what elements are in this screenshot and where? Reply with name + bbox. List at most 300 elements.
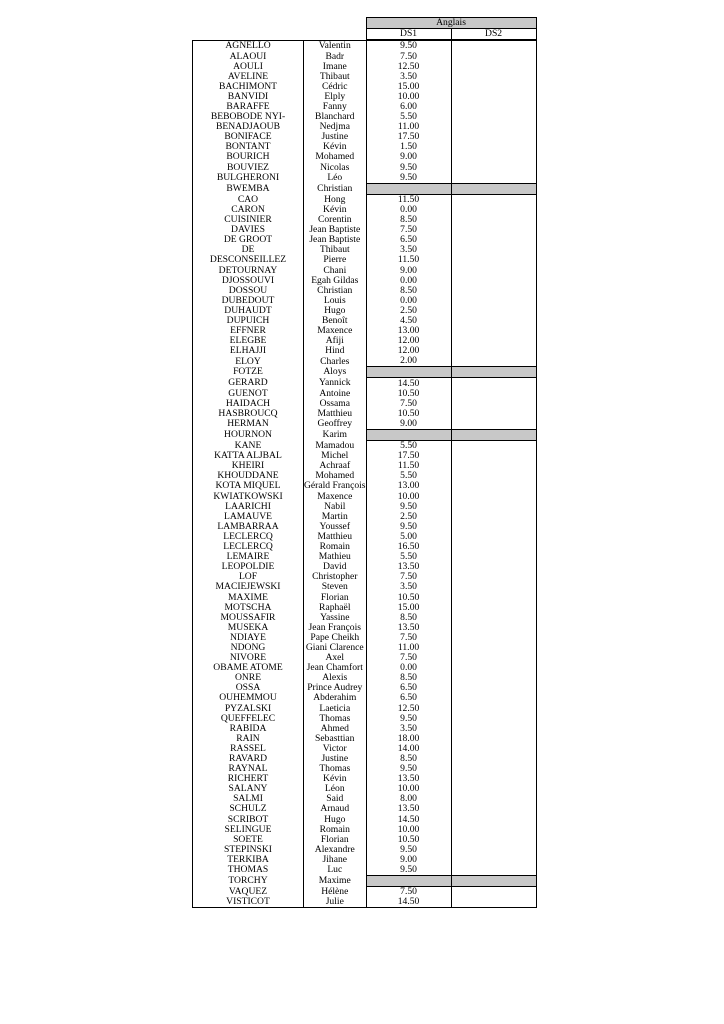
ds1-grade: 2.00 xyxy=(366,356,451,367)
table-row xyxy=(193,673,537,683)
student-last-name: OSSA xyxy=(193,683,304,693)
student-last-name: SOETE xyxy=(193,835,304,845)
table-row xyxy=(193,398,537,408)
ds2-grade xyxy=(451,814,536,824)
ds1-grade: 10.50 xyxy=(366,409,451,419)
ds1-grade: 7.50 xyxy=(366,886,451,897)
student-first-name: Léon xyxy=(304,784,367,794)
table-row xyxy=(193,612,537,622)
ds1-grade: 5.00 xyxy=(366,532,451,542)
student-last-name: FOTZE xyxy=(193,367,304,378)
student-first-name: Maxence xyxy=(304,491,367,501)
student-last-name: DETOURNAY xyxy=(193,265,304,275)
table-row xyxy=(193,522,537,532)
ds1-grade: 12.00 xyxy=(366,336,451,346)
ds2-grade xyxy=(451,398,536,408)
table-row xyxy=(193,824,537,834)
ds2-grade xyxy=(451,51,536,61)
table-row xyxy=(193,245,537,255)
student-last-name: LAMAUVE xyxy=(193,512,304,522)
table-row xyxy=(193,491,537,501)
table-row xyxy=(193,225,537,235)
student-last-name: MOUSSAFIR xyxy=(193,612,304,622)
student-first-name: Thomas xyxy=(304,713,367,723)
ds1-grade xyxy=(366,429,451,440)
table-row xyxy=(193,451,537,461)
table-row xyxy=(193,429,537,440)
student-last-name: BACHIMONT xyxy=(193,82,304,92)
student-last-name: VAQUEZ xyxy=(193,886,304,897)
ds2-grade xyxy=(451,194,536,205)
student-last-name: BARAFFE xyxy=(193,102,304,112)
student-last-name: DESCONSEILLEZ xyxy=(193,255,304,265)
ds1-grade: 13.50 xyxy=(366,623,451,633)
student-first-name: Jihane xyxy=(304,855,367,865)
ds1-grade: 10.00 xyxy=(366,92,451,102)
student-last-name: MUSEKA xyxy=(193,623,304,633)
student-last-name: STEPINSKI xyxy=(193,845,304,855)
table-row xyxy=(193,875,537,886)
student-last-name: SALANY xyxy=(193,784,304,794)
ds2-grade xyxy=(451,562,536,572)
ds2-grade xyxy=(451,356,536,367)
ds1-grade: 5.50 xyxy=(366,440,451,451)
ds2-grade xyxy=(451,183,536,194)
student-last-name: SCHULZ xyxy=(193,804,304,814)
table-row xyxy=(193,471,537,481)
ds2-grade xyxy=(451,623,536,633)
table-row xyxy=(193,265,537,275)
table-row xyxy=(193,255,537,265)
ds2-grade xyxy=(451,522,536,532)
student-first-name: Christian xyxy=(304,183,367,194)
student-last-name: LOF xyxy=(193,572,304,582)
student-last-name: KATTA ALJBAL xyxy=(193,451,304,461)
student-first-name: Laeticia xyxy=(304,703,367,713)
table-row xyxy=(193,512,537,522)
student-last-name: DUPUICH xyxy=(193,316,304,326)
table-row xyxy=(193,419,537,430)
table-row xyxy=(193,152,537,162)
ds1-grade: 2.50 xyxy=(366,306,451,316)
student-first-name: Hind xyxy=(304,346,367,356)
ds2-grade xyxy=(451,734,536,744)
ds2-grade xyxy=(451,316,536,326)
table-row xyxy=(193,623,537,633)
student-last-name: GERARD xyxy=(193,378,304,389)
ds1-grade: 9.00 xyxy=(366,265,451,275)
table-row xyxy=(193,409,537,419)
table-row xyxy=(193,643,537,653)
student-first-name: Matthieu xyxy=(304,409,367,419)
ds1-grade: 8.50 xyxy=(366,673,451,683)
ds1-grade: 10.50 xyxy=(366,592,451,602)
student-last-name: KANE xyxy=(193,440,304,451)
student-first-name: Sebasttian xyxy=(304,734,367,744)
ds1-grade: 0.00 xyxy=(366,296,451,306)
ds2-grade xyxy=(451,491,536,501)
student-first-name: Blanchard xyxy=(304,112,367,122)
student-first-name: Louis xyxy=(304,296,367,306)
student-last-name: KHOUDDANE xyxy=(193,471,304,481)
table-row xyxy=(193,132,537,142)
ds2-grade xyxy=(451,419,536,430)
ds1-grade: 10.00 xyxy=(366,784,451,794)
table-row xyxy=(193,142,537,152)
table-row xyxy=(193,336,537,346)
ds1-grade: 5.50 xyxy=(366,471,451,481)
table-row xyxy=(193,82,537,92)
ds2-grade xyxy=(451,285,536,295)
student-last-name: DJOSSOUVI xyxy=(193,275,304,285)
ds1-grade: 7.50 xyxy=(366,633,451,643)
ds1-grade: 0.00 xyxy=(366,205,451,215)
student-first-name: Matthieu xyxy=(304,532,367,542)
ds1-column-header: DS1 xyxy=(366,29,451,41)
student-first-name: Alexandre xyxy=(304,845,367,855)
student-first-name: Nicolas xyxy=(304,162,367,172)
student-last-name: ALAOUI xyxy=(193,51,304,61)
student-last-name: ELOY xyxy=(193,356,304,367)
student-first-name: Thibaut xyxy=(304,245,367,255)
ds1-grade: 12.00 xyxy=(366,346,451,356)
student-first-name: Maxence xyxy=(304,326,367,336)
table-row xyxy=(193,814,537,824)
ds2-grade xyxy=(451,713,536,723)
student-first-name: Geoffrey xyxy=(304,419,367,430)
student-first-name: Karim xyxy=(304,429,367,440)
ds2-grade xyxy=(451,723,536,733)
student-last-name: THOMAS xyxy=(193,865,304,876)
ds1-grade: 15.00 xyxy=(366,602,451,612)
ds2-grade xyxy=(451,326,536,336)
student-first-name: Charles xyxy=(304,356,367,367)
student-first-name: Justine xyxy=(304,132,367,142)
student-last-name: MACIEJEWSKI xyxy=(193,582,304,592)
blank-cell xyxy=(304,29,367,41)
ds2-grade xyxy=(451,602,536,612)
table-row xyxy=(193,346,537,356)
ds2-grade xyxy=(451,612,536,622)
ds2-grade xyxy=(451,122,536,132)
student-last-name: BENADJAOUB xyxy=(193,122,304,132)
student-last-name: HOURNON xyxy=(193,429,304,440)
table-row xyxy=(193,378,537,389)
student-last-name: BANVIDI xyxy=(193,92,304,102)
student-first-name: Aloys xyxy=(304,367,367,378)
table-row xyxy=(193,663,537,673)
student-last-name: AOULI xyxy=(193,61,304,71)
student-first-name: Nedjma xyxy=(304,122,367,132)
student-last-name: CUISINIER xyxy=(193,215,304,225)
column-header-row xyxy=(193,29,537,41)
ds1-grade: 9.50 xyxy=(366,713,451,723)
ds2-grade xyxy=(451,61,536,71)
student-last-name: NIVORE xyxy=(193,653,304,663)
student-last-name: BEBOBODE NYI- xyxy=(193,112,304,122)
student-last-name: CARON xyxy=(193,205,304,215)
ds2-grade xyxy=(451,582,536,592)
table-row xyxy=(193,194,537,205)
table-row xyxy=(193,744,537,754)
student-last-name: RASSEL xyxy=(193,744,304,754)
ds2-grade xyxy=(451,471,536,481)
student-first-name: Jean François xyxy=(304,623,367,633)
student-first-name: Justine xyxy=(304,754,367,764)
student-last-name: KOTA MIQUEL xyxy=(193,481,304,491)
student-last-name: TORCHY xyxy=(193,875,304,886)
student-first-name: Florian xyxy=(304,835,367,845)
ds1-grade: 7.50 xyxy=(366,398,451,408)
ds2-grade xyxy=(451,784,536,794)
student-first-name: David xyxy=(304,562,367,572)
blank-cell xyxy=(304,18,367,29)
ds2-grade xyxy=(451,245,536,255)
subject-header: Anglais xyxy=(366,18,536,29)
table-row xyxy=(193,461,537,471)
student-first-name: Raphaël xyxy=(304,602,367,612)
ds1-grade: 9.50 xyxy=(366,764,451,774)
ds1-grade: 0.00 xyxy=(366,663,451,673)
student-last-name: NDIAYE xyxy=(193,633,304,643)
student-first-name: Giani Clarence xyxy=(304,643,367,653)
ds2-grade xyxy=(451,92,536,102)
student-first-name: Hélène xyxy=(304,886,367,897)
student-last-name: LAMBARRAA xyxy=(193,522,304,532)
ds1-grade: 14.50 xyxy=(366,897,451,908)
ds2-grade xyxy=(451,265,536,275)
student-first-name: Afiji xyxy=(304,336,367,346)
ds1-grade: 9.50 xyxy=(366,172,451,183)
ds2-grade xyxy=(451,572,536,582)
table-row xyxy=(193,122,537,132)
student-last-name: LECLERCQ xyxy=(193,532,304,542)
ds2-grade xyxy=(451,542,536,552)
student-last-name: BONIFACE xyxy=(193,132,304,142)
ds2-grade xyxy=(451,346,536,356)
ds2-grade xyxy=(451,886,536,897)
student-first-name: Prince Audrey xyxy=(304,683,367,693)
student-last-name: QUEFFELEC xyxy=(193,713,304,723)
ds1-grade: 1.50 xyxy=(366,142,451,152)
student-first-name: Said xyxy=(304,794,367,804)
ds1-grade: 9.00 xyxy=(366,152,451,162)
table-row xyxy=(193,754,537,764)
student-first-name: Florian xyxy=(304,592,367,602)
ds2-grade xyxy=(451,409,536,419)
student-first-name: Corentin xyxy=(304,215,367,225)
table-row xyxy=(193,542,537,552)
ds2-grade xyxy=(451,501,536,511)
student-last-name: SALMI xyxy=(193,794,304,804)
student-rows xyxy=(193,40,537,907)
table-row xyxy=(193,215,537,225)
table-row xyxy=(193,388,537,398)
table-row xyxy=(193,633,537,643)
student-first-name: Luc xyxy=(304,865,367,876)
student-first-name: Imane xyxy=(304,61,367,71)
ds1-grade: 9.50 xyxy=(366,845,451,855)
ds1-grade: 14.00 xyxy=(366,744,451,754)
ds1-grade: 11.50 xyxy=(366,255,451,265)
student-first-name: Maxime xyxy=(304,875,367,886)
ds2-grade xyxy=(451,663,536,673)
ds2-grade xyxy=(451,512,536,522)
table-row xyxy=(193,653,537,663)
ds2-grade xyxy=(451,855,536,865)
grades-table xyxy=(192,17,537,908)
ds2-grade xyxy=(451,744,536,754)
table-row xyxy=(193,855,537,865)
ds1-grade: 6.00 xyxy=(366,102,451,112)
ds1-grade: 16.50 xyxy=(366,542,451,552)
student-first-name: Nabil xyxy=(304,501,367,511)
ds1-grade: 7.50 xyxy=(366,653,451,663)
student-first-name: Badr xyxy=(304,51,367,61)
ds2-grade xyxy=(451,336,536,346)
ds1-grade: 11.50 xyxy=(366,461,451,471)
ds1-grade: 8.50 xyxy=(366,285,451,295)
ds2-grade xyxy=(451,132,536,142)
ds1-grade: 9.00 xyxy=(366,419,451,430)
table-row xyxy=(193,703,537,713)
student-first-name: Mamadou xyxy=(304,440,367,451)
table-row xyxy=(193,794,537,804)
table-row xyxy=(193,764,537,774)
ds2-grade xyxy=(451,532,536,542)
subject-header-row xyxy=(193,18,537,29)
ds1-grade: 10.50 xyxy=(366,388,451,398)
ds1-grade: 18.00 xyxy=(366,734,451,744)
student-first-name: Hugo xyxy=(304,306,367,316)
student-first-name: Gérald François xyxy=(304,481,366,492)
ds2-grade xyxy=(451,875,536,886)
ds1-grade: 0.00 xyxy=(366,275,451,285)
student-last-name: DUHAUDT xyxy=(193,306,304,316)
student-last-name: HASBROUCQ xyxy=(193,409,304,419)
ds2-grade xyxy=(451,235,536,245)
ds2-grade xyxy=(451,653,536,663)
table-row xyxy=(193,40,537,51)
ds1-grade: 3.50 xyxy=(366,245,451,255)
table-row xyxy=(193,440,537,451)
table-row xyxy=(193,845,537,855)
table-row xyxy=(193,205,537,215)
ds1-grade: 3.50 xyxy=(366,71,451,81)
student-last-name: EFFNER xyxy=(193,326,304,336)
table-row xyxy=(193,562,537,572)
ds1-grade: 13.50 xyxy=(366,804,451,814)
table-row xyxy=(193,501,537,511)
ds2-grade xyxy=(451,703,536,713)
student-last-name: MOTSCHA xyxy=(193,602,304,612)
table-row xyxy=(193,71,537,81)
table-row xyxy=(193,552,537,562)
student-last-name: OBAME ATOME xyxy=(193,663,304,673)
ds1-grade: 2.50 xyxy=(366,512,451,522)
ds1-grade: 9.50 xyxy=(366,865,451,876)
ds1-grade: 7.50 xyxy=(366,572,451,582)
ds1-grade: 8.00 xyxy=(366,794,451,804)
student-first-name: Chani xyxy=(304,265,367,275)
ds1-grade: 7.50 xyxy=(366,51,451,61)
table-row xyxy=(193,102,537,112)
ds2-grade xyxy=(451,481,536,491)
ds2-column-header: DS2 xyxy=(451,29,536,41)
ds2-grade xyxy=(451,255,536,265)
table-row xyxy=(193,306,537,316)
ds2-grade xyxy=(451,794,536,804)
table-row xyxy=(193,367,537,378)
student-first-name: Yannick xyxy=(304,378,367,389)
ds2-grade xyxy=(451,552,536,562)
student-first-name: Egah Gildas xyxy=(304,275,367,285)
ds2-grade xyxy=(451,205,536,215)
table-row xyxy=(193,61,537,71)
student-last-name: BWEMBA xyxy=(193,183,304,194)
ds1-grade: 11.50 xyxy=(366,194,451,205)
student-last-name: OUHEMMOU xyxy=(193,693,304,703)
student-first-name: Jean Chamfort xyxy=(304,663,367,673)
student-last-name: DE xyxy=(193,245,304,255)
student-last-name: ONRE xyxy=(193,673,304,683)
ds1-grade: 9.50 xyxy=(366,40,451,51)
ds1-grade: 12.50 xyxy=(366,61,451,71)
student-first-name: Benoît xyxy=(304,316,367,326)
ds2-grade xyxy=(451,461,536,471)
table-row xyxy=(193,296,537,306)
ds1-grade: 13.00 xyxy=(366,326,451,336)
ds2-grade xyxy=(451,824,536,834)
student-first-name: Steven xyxy=(304,582,367,592)
student-first-name: Yassine xyxy=(304,612,367,622)
table-row xyxy=(193,316,537,326)
ds1-grade: 11.00 xyxy=(366,643,451,653)
student-first-name: Ahmed xyxy=(304,723,367,733)
student-last-name: HAIDACH xyxy=(193,398,304,408)
ds2-grade xyxy=(451,633,536,643)
ds2-grade xyxy=(451,388,536,398)
student-first-name: Michel xyxy=(304,451,367,461)
ds2-grade xyxy=(451,774,536,784)
student-first-name: Elply xyxy=(304,92,367,102)
ds2-grade xyxy=(451,82,536,92)
student-last-name: KHEIRI xyxy=(193,461,304,471)
ds1-grade: 3.50 xyxy=(366,582,451,592)
student-last-name: ELHAJJI xyxy=(193,346,304,356)
student-first-name: Christopher xyxy=(304,572,367,582)
ds1-grade xyxy=(366,367,451,378)
student-first-name: Mathieu xyxy=(304,552,367,562)
ds2-grade xyxy=(451,162,536,172)
ds2-grade xyxy=(451,673,536,683)
table-row xyxy=(193,683,537,693)
table-row xyxy=(193,734,537,744)
ds2-grade xyxy=(451,378,536,389)
student-last-name: LEOPOLDIE xyxy=(193,562,304,572)
ds1-grade: 14.50 xyxy=(366,814,451,824)
student-last-name: KWIATKOWSKI xyxy=(193,491,304,501)
table-row xyxy=(193,602,537,612)
ds1-grade: 4.50 xyxy=(366,316,451,326)
table-row xyxy=(193,572,537,582)
student-first-name: Antoine xyxy=(304,388,367,398)
ds2-grade xyxy=(451,40,536,51)
table-row xyxy=(193,172,537,183)
table-row xyxy=(193,592,537,602)
ds1-grade: 17.50 xyxy=(366,451,451,461)
ds1-grade: 8.50 xyxy=(366,754,451,764)
